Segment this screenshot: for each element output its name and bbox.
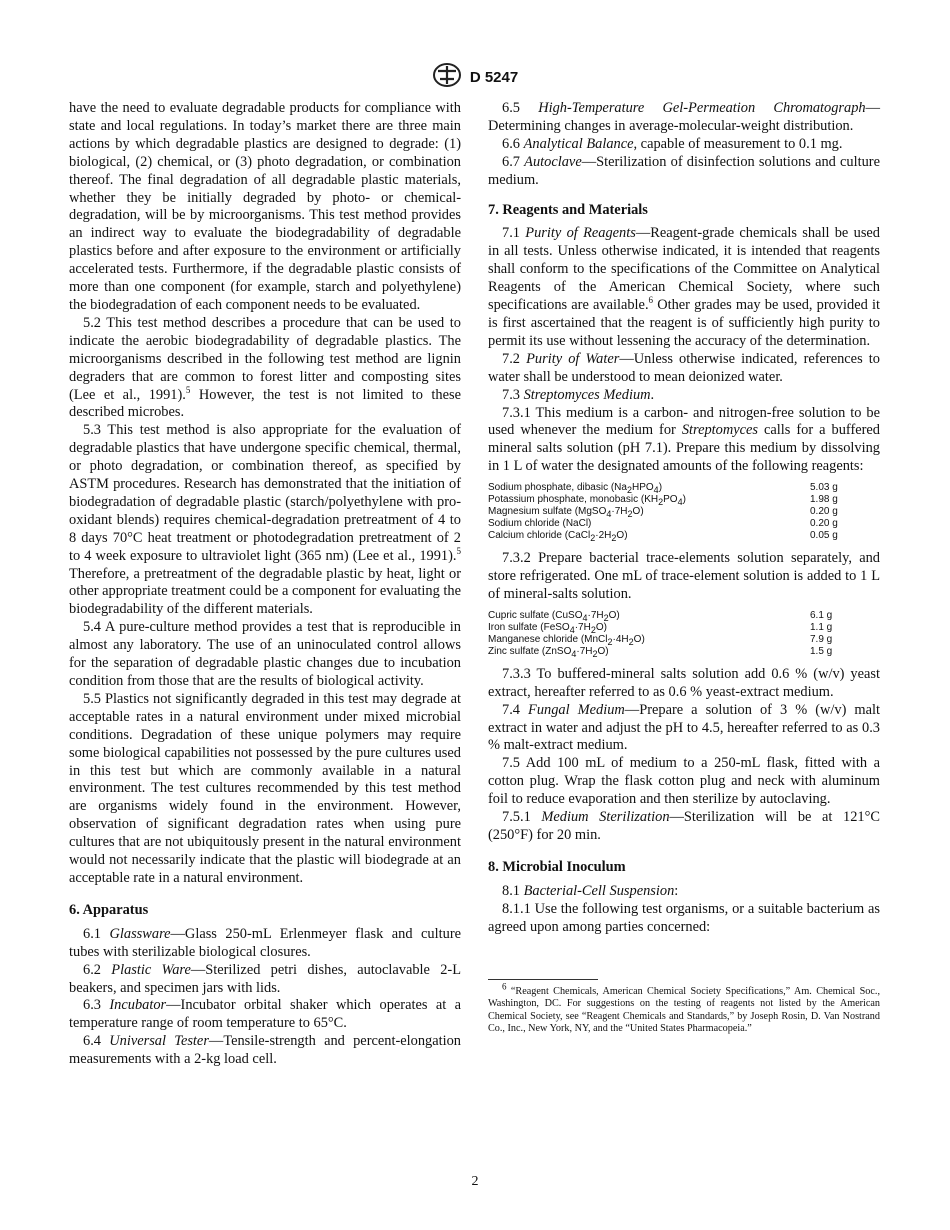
mineral-salts-table — [488, 482, 880, 542]
footnote-6: $^6$ “Reagent Chemicals, American Chemical Society Specifications,” Am. Chemical Soc., Washington, DC. For suggestions on the testing of reagents not listed by the American Chemical Society, see “Reagent Chemicals and Standards,” by Joseph Rosin, D. Van Nostrand Co., Inc., New York, NY, and the “United States Pharmacopeia.” — [488, 981, 880, 1035]
reagent-amount: 6.1 g — [810, 609, 833, 621]
reagent-name: Iron sulfate $(FeSO_4\cdot 7H_2O)$ — [488, 621, 607, 635]
paragraph-6-5: 6.5 High-Temperature Gel-Permeation Chromatograph—Determining changes in average-molecular-weight distribution. — [488, 100, 880, 134]
paragraph-6-1: 6.1 Glassware—Glass 250-mL Erlenmeyer flask and culture tubes with sterilizable biological closures. — [69, 925, 461, 960]
paragraph-7-3-2: 7.3.2 Prepare bacterial trace-elements solution separately, and store refrigerated. One mL of trace-element solution is added to 1 L of mineral-salts solution. — [488, 550, 880, 602]
reagent-row — [488, 646, 880, 658]
paragraph-5-3: 5.3 This test method is also appropriate for the evaluation of degradable plastics that have undergone specific chemical, thermal, or photo degradation, or combination thereof, as specified by ASTM procedures. Research has demonstrated that the initiation of biodegradation of degradable plastic (starch/polyethylene with pro-oxidant blends) requires chemical-degradation pretreatment of 4 to 8 days 70°C heat treatment or photodegradation pretreatment of 2 to 4 week exposure to ultraviolet light (365 nm) (Lee et al., 1991).$^5$ Therefore, a pretreatment of the degradable plastic by heat, light or other appropriate treatment could be a component for evaluating the biodegradability of the different materials. — [69, 422, 461, 618]
left-column — [69, 100, 461, 1069]
reagent-amount: 1.1 g — [810, 621, 833, 633]
paragraph-6-2: 6.2 Plastic Ware—Sterilized petri dishes, autoclavable 2-L beakers, and specimen jars with lids. — [69, 961, 461, 996]
paragraph-7-5-1: 7.5.1 Medium Sterilization—Sterilization will be at 121°C (250°F) for 20 min. — [488, 809, 880, 843]
reagent-amount: 0.05 g — [810, 530, 838, 542]
paragraph-7-2: 7.2 Purity of Water—Unless otherwise indicated, references to water shall be understood to mean deionized water. — [488, 350, 880, 385]
reagent-name: Cupric sulfate $(CuSO_4\cdot 7H_2O)$ — [488, 609, 620, 623]
paragraph-7-3-1: 7.3.1 This medium is a carbon- and nitrogen-free solution to be used whenever the medium for Streptomyces calls for a buffered mineral salts solution (pH 7.1). Prepare this medium by dissolving in 1 L of water the designated amounts of the following reagents: — [488, 404, 881, 475]
reagent-name: Sodium phosphate, dibasic $(Na_2HPO_4)$ — [488, 482, 663, 496]
reagent-name: Calcium chloride $(CaCl_2\cdot 2H_2O)$ — [488, 530, 628, 544]
paragraph-8-1-1: 8.1.1 Use the following test organisms, or a suitable bacterium as agreed upon among parties concerned: — [488, 900, 880, 935]
paragraph-7-1: 7.1 Purity of Reagents—Reagent-grade chemicals shall be used in all tests. Unless otherwise indicated, it is intended that reagents shall conform to the specifications of the Committee on Analytical Reagents of the American Chemical Society, where such specifications are available.$^6$ Other grades may be used, provided it is first ascertained that the reagent is of sufficiently high purity to permit its use without lessening the accuracy of the determination. — [488, 225, 881, 349]
section-heading-apparatus: 6. Apparatus — [69, 901, 149, 918]
reagent-row — [488, 494, 880, 506]
paragraph-7-3-3: 7.3.3 To buffered-mineral salts solution add 0.6 % (w/v) yeast extract, hereafter referred to as 0.6 % yeast-extract medium. — [488, 665, 880, 700]
reagent-amount: 1.98 g — [810, 494, 838, 506]
paragraph-6-7: 6.7 Autoclave—Sterilization of disinfection solutions and culture medium. — [488, 153, 880, 188]
reagent-amount: 5.03 g — [810, 482, 838, 494]
paragraph-8-1: 8.1 Bacterial-Cell Suspension: — [502, 882, 679, 899]
right-column — [488, 100, 880, 1036]
reagent-row — [488, 530, 880, 542]
paragraph-5-5: 5.5 Plastics not significantly degraded in this test may degrade at acceptable rates in a natural environment under mixed microbial conditions. Degradation of these unique polymers may require some biological capabilities not possessed by the pure cultures used in this test but which are commonly available in a natural environment. The test cultures recommended by this test method are organisms widely found in the environment. However, observation of significant degradation rates when using pure cultures that are not ubiquitously present in the natural environment would not necessarily indicate that the plastic will biodegrade at an acceptable rate in a natural environment. — [69, 690, 461, 886]
page-header — [0, 62, 950, 93]
paragraph-6-6: 6.6 Analytical Balance, capable of measurement to 0.1 mg. — [502, 135, 843, 152]
paragraph-7-3: 7.3 Streptomyces Medium. — [502, 386, 655, 403]
reagent-name: Manganese chloride $(MnCl_2\cdot 4H_2O)$ — [488, 633, 645, 647]
paragraph-5-2: 5.2 This test method describes a procedure that can be used to indicate the aerobic biodegradability of degradable plastics. The microorganisms described in the following test method are lignin degraders that are common to forest litter and composting sites (Lee et al., 1991).$^5$ However, the test is not limited to these described microbes. — [69, 314, 461, 421]
astm-logo-icon — [432, 62, 462, 93]
paragraph-6-3: 6.3 Incubator—Incubator orbital shaker which operates at a temperature range of room temperature to 65°C. — [69, 997, 461, 1032]
reagent-row — [488, 622, 880, 634]
reagent-row — [488, 634, 880, 646]
paragraph-7-5: 7.5 Add 100 mL of medium to a 250-mL flask, fitted with a cotton plug. Wrap the flask cotton plug and neck with aluminum foil to reduce evaporation and then sterilize by autoclaving. — [488, 755, 880, 808]
reagent-row — [488, 518, 880, 530]
paragraph-continued: have the need to evaluate degradable products for compliance with state and local regulations. In today’s market there are three main actions by which degradable plastics are designed to degrade: (1) biological, (2) chemical, or (3) photo degradation, or combination thereof. The final degradation of all degradable plastic materials, whether they be initially degraded by photo- or chemical-degradation, will be by microorganisms. This test method provides an indirect way to evaluate the biodegradability of degradable plastics before and after exposure to the environment or artificially accelerated tests. Furthermore, if the degradable plastic consists of more than one component (for example, starch and polyethylene) the biodegradation of each component needs to be evaluated. — [69, 100, 461, 313]
paragraph-6-4: 6.4 Universal Tester—Tensile-strength and percent-elongation measurements with a 2-kg load cell. — [69, 1033, 461, 1068]
paragraph-7-4: 7.4 Fungal Medium—Prepare a solution of 3 % (w/v) malt extract in water and adjust the pH to 4.5, hereafter referred to as 0.3 % malt-extract medium. — [488, 701, 881, 754]
reagent-row — [488, 610, 880, 622]
reagent-row — [488, 482, 880, 494]
reagent-name: Zinc sulfate $(ZnSO_4\cdot 7H_2O)$ — [488, 645, 609, 659]
reagent-row — [488, 506, 880, 518]
reagent-amount: 7.9 g — [810, 633, 833, 645]
reagent-amount: 0.20 g — [810, 506, 838, 518]
reagent-name: Potassium phosphate, monobasic $(KH_2PO_4)$ — [488, 494, 686, 508]
reagent-name: Sodium chloride (NaCl) — [488, 518, 592, 530]
section-heading-reagents: 7. Reagents and Materials — [488, 201, 648, 218]
trace-elements-table — [488, 610, 880, 658]
standard-designation: D 5247 — [469, 69, 519, 86]
paragraph-5-4: 5.4 A pure-culture method provides a test that is reproducible in almost any laboratory. The use of an uninoculated control allows for the separation of degradable plastic changes due to incubation condition from those that are the results of biological activity. — [69, 619, 461, 689]
reagent-amount: 0.20 g — [810, 518, 838, 530]
footnote-rule — [488, 979, 598, 980]
reagent-amount: 1.5 g — [810, 645, 833, 657]
page-number: 2 — [471, 1174, 479, 1189]
section-heading-inoculum: 8. Microbial Inoculum — [488, 858, 626, 875]
reagent-name: Magnesium sulfate $(MgSO_4\cdot 7H_2O)$ — [488, 506, 644, 520]
